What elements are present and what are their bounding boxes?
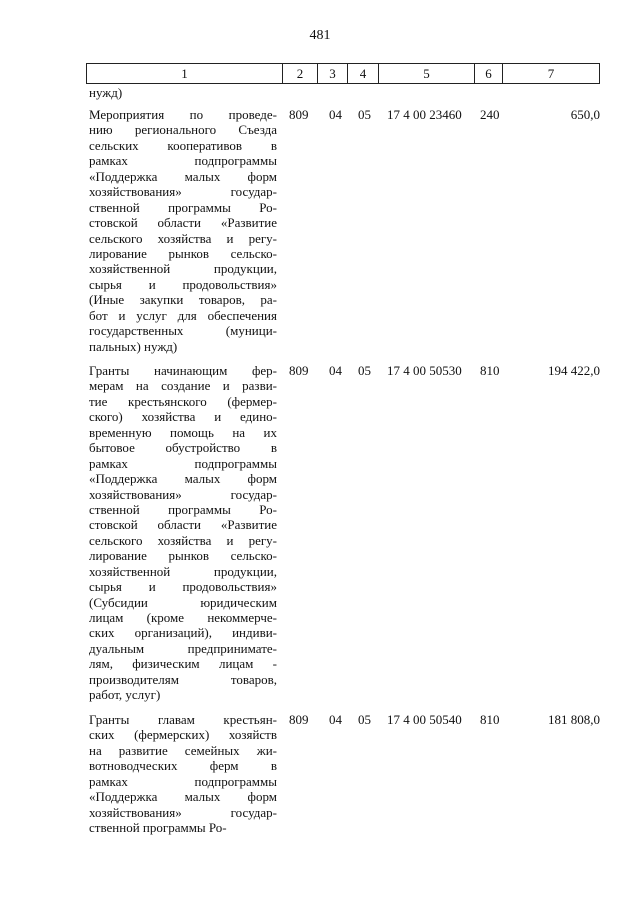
description-line: ского) хозяйства и едино-	[89, 409, 277, 425]
row-3-vr: 810	[480, 712, 500, 727]
row-3-sum: 181 808,0	[548, 712, 600, 727]
description-line: временную помощь на их	[89, 424, 277, 440]
row-3-ved: 809	[289, 712, 309, 727]
row-1-ved: 809	[289, 107, 309, 122]
description-line: пальных) нужд)	[89, 338, 178, 354]
description-line: хозяйствования» государ-	[89, 184, 277, 200]
description-line: стовской области «Развитие	[89, 517, 277, 533]
description-line: лицам (кроме некоммерче-	[89, 610, 277, 625]
row-1-rz: 04	[329, 107, 342, 122]
description-line: лирование рынков сельско-	[89, 245, 277, 261]
row-3-pr: 05	[358, 712, 371, 727]
header-col-7: 7	[547, 66, 555, 81]
description-line: Гранты главам крестьян-	[89, 712, 277, 727]
description-line: «Поддержка малых форм	[89, 471, 277, 487]
header-col-2: 2	[283, 64, 318, 83]
description-line: ственной программы Ро-	[89, 820, 227, 836]
row-2-ved: 809	[289, 363, 309, 378]
header-col-4: 4	[348, 64, 379, 83]
description-line: хозяйственной продукции,	[89, 261, 277, 277]
description-line: тие крестьянского (фермер-	[89, 393, 277, 409]
row-1-sum: 650,0	[570, 107, 600, 122]
description-line: Гранты начинающим фер-	[89, 363, 277, 378]
description-line: (Субсидии юридическим	[89, 594, 277, 610]
description-line: хозяйственной продукции,	[89, 563, 277, 579]
description-line: рамках подпрограммы	[89, 153, 277, 169]
description-line: стовской области «Развитие	[89, 215, 277, 231]
header-col-6: 6	[475, 64, 503, 83]
description-line: бытовое обустройство в	[89, 440, 277, 456]
row-3-description	[89, 712, 277, 836]
description-line: работ, услуг)	[89, 687, 161, 703]
description-line: сельского хозяйства и регу-	[89, 230, 277, 246]
description-line: производителям товаров,	[89, 671, 277, 687]
row-1-pr: 05	[358, 107, 371, 122]
description-line: Мероприятия по проведе-	[89, 107, 277, 122]
row-2-rz: 04	[329, 363, 342, 378]
description-line: ственной программы Ро-	[89, 501, 277, 517]
row-3-rz: 04	[329, 712, 342, 727]
description-line: на развитие семейных жи-	[89, 742, 277, 758]
description-line: бот и услуг для обеспечения	[89, 307, 277, 323]
table-header	[86, 63, 600, 84]
row-1-csr: 17 4 00 23460	[387, 107, 462, 122]
description-line: сырья и продовольствия»	[89, 276, 277, 292]
row-2-vr: 810	[480, 363, 500, 378]
row-2-description	[89, 363, 277, 703]
row-2-pr: 05	[358, 363, 371, 378]
row-2-csr: 17 4 00 50530	[387, 363, 462, 378]
row-3-csr: 17 4 00 50540	[387, 712, 462, 727]
description-line: нию регионального Съезда	[89, 122, 277, 138]
description-line: сельского хозяйства и регу-	[89, 532, 277, 548]
description-line: «Поддержка малых форм	[89, 168, 277, 184]
header-col-1: 1	[87, 64, 283, 83]
description-line: хозяйствования» государ-	[89, 804, 277, 820]
description-line: лирование рынков сельско-	[89, 548, 277, 564]
description-line: хозяйствования» государ-	[89, 486, 277, 502]
description-line: «Поддержка малых форм	[89, 789, 277, 805]
page-number: 481	[309, 28, 331, 43]
header-col-3: 3	[318, 64, 348, 83]
description-line: (Иные закупки товаров, ра-	[89, 292, 277, 308]
description-line: государственных (муници-	[89, 323, 277, 339]
description-line: мерам на создание и разви-	[89, 378, 277, 394]
description-line: дуальным предпринимате-	[89, 640, 277, 656]
description-line: вотноводческих ферм в	[89, 758, 277, 774]
header-col-5: 5	[379, 64, 475, 83]
row-1-vr: 240	[480, 107, 500, 122]
description-line: сельских кооперативов в	[89, 137, 277, 153]
description-line: ственной программы Ро-	[89, 199, 277, 215]
row-1-description	[89, 107, 277, 354]
description-line: рамках подпрограммы	[89, 455, 277, 471]
description-line: ских организаций), индиви-	[89, 625, 277, 641]
row-2-sum: 194 422,0	[548, 363, 600, 378]
description-line: ских (фермерских) хозяйств	[89, 727, 277, 743]
description-line: лям, физическим лицам -	[89, 656, 277, 672]
continuation-text: нужд)	[89, 85, 123, 100]
description-line: рамках подпрограммы	[89, 773, 277, 789]
description-line: сырья и продовольствия»	[89, 579, 277, 595]
